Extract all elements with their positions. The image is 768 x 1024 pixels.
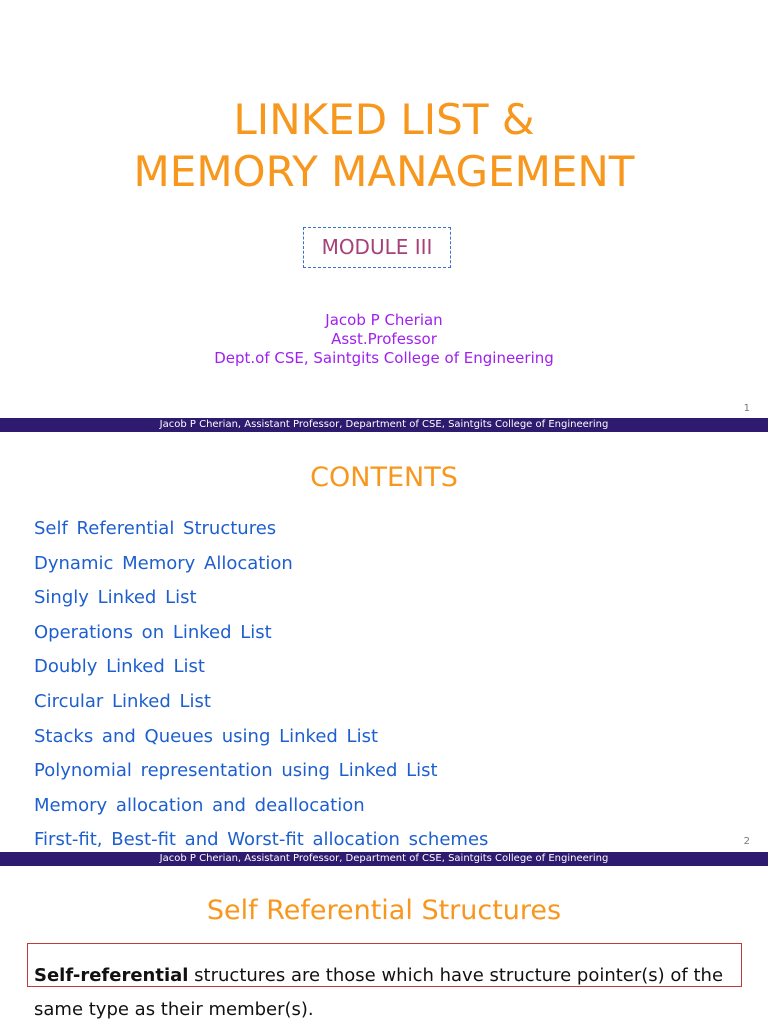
author-name: Jacob P Cherian — [325, 311, 443, 329]
list-item: Stacks and Queues using Linked List — [34, 725, 379, 747]
definition-body: structures are those which have structure pointer(s) of the same type as their member(s). — [34, 965, 724, 1020]
slide-title — [0, 0, 768, 432]
footer-bar: Jacob P Cherian, Assistant Professor, Department of CSE, Saintgits College of Engineering — [0, 852, 768, 866]
page-number: 2 — [743, 836, 750, 847]
author-role: Asst.Professor — [331, 330, 437, 348]
list-item: First-fit, Best-fit and Worst-fit allocation schemes — [34, 829, 489, 851]
list-item: Circular Linked List — [34, 690, 211, 712]
list-item: Self Referential Structures — [34, 518, 277, 539]
title-line-2: MEMORY MANAGEMENT — [133, 147, 635, 196]
module-label: MODULE III — [303, 227, 451, 268]
list-item: Dynamic Memory Allocation — [34, 552, 293, 574]
list-item: Singly Linked List — [34, 587, 197, 609]
definition-text — [34, 959, 744, 1024]
footer-bar: Jacob P Cherian, Assistant Professor, Department of CSE, Saintgits College of Engineering — [0, 418, 768, 432]
title-line-1: LINKED LIST & — [233, 95, 535, 144]
slide-self-referential — [0, 866, 768, 1024]
list-item: Polynomial representation using Linked List — [34, 760, 438, 782]
page-number: 1 — [743, 403, 750, 414]
author-department: Dept.of CSE, Saintgits College of Engineering — [214, 349, 554, 367]
list-item: Memory allocation and deallocation — [34, 794, 365, 816]
contents-list — [34, 512, 488, 858]
section-title: Self Referential Structures — [206, 895, 562, 926]
definition-term: Self-referential — [34, 965, 189, 986]
list-item: Doubly Linked List — [34, 656, 205, 678]
contents-title: CONTENTS — [310, 462, 458, 493]
slide-contents — [0, 433, 768, 866]
list-item: Operations on Linked List — [34, 621, 272, 643]
